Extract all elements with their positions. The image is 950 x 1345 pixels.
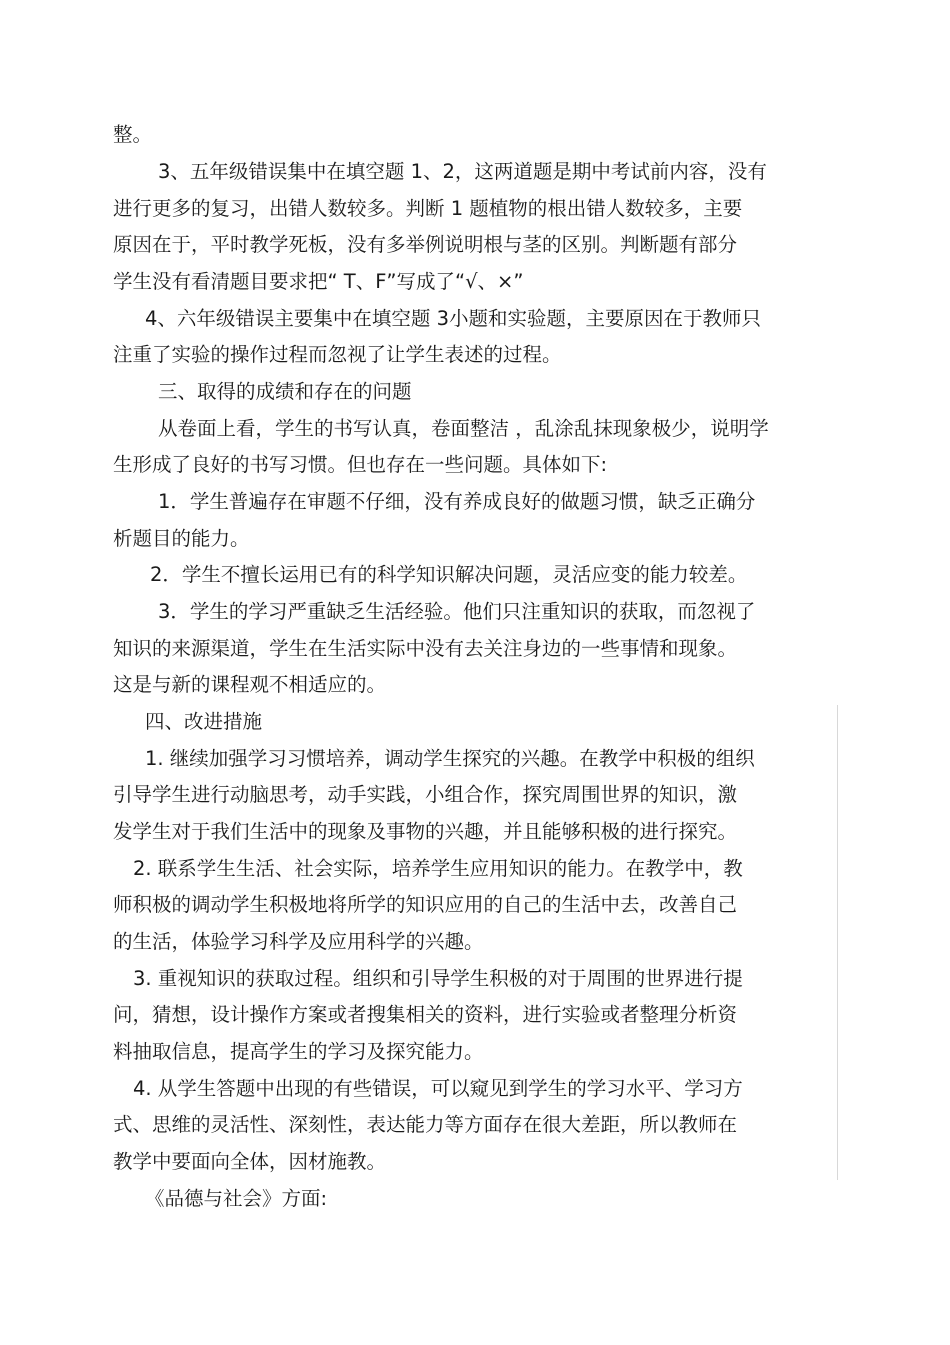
text-line-23: 的生活，体验学习科学及应用科学的兴趣。	[113, 930, 484, 953]
text-line-24: 3. 重视知识的获取过程。组织和引导学生积极的对于周围的世界进行提	[133, 967, 743, 990]
text-line-13: 2．学生不擅长运用已有的科学知识解决问题，灵活应变的能力较差。	[150, 563, 748, 586]
text-line-11: 1．学生普遍存在审题不仔细，没有养成良好的做题习惯，缺乏正确分	[158, 490, 756, 513]
section-heading-4: 四、改进措施	[145, 710, 263, 733]
text-line-30: 《品德与社会》方面:	[145, 1187, 328, 1210]
text-line-2: 3、五年级错误集中在填空题 1、2，这两道题是期中考试前内容，没有	[158, 160, 767, 183]
text-line-22: 师积极的调动学生积极地将所学的知识应用的自己的生活中去，改善自己	[113, 893, 738, 916]
text-line-7: 注重了实验的操作过程而忽视了让学生表述的过程。	[113, 343, 562, 366]
text-line-10: 生形成了良好的书写习惯。但也存在一些问题。具体如下:	[113, 453, 608, 476]
text-line-9: 从卷面上看，学生的书写认真，卷面整洁 ，乱涂乱抹现象极少，说明学	[158, 417, 769, 440]
margin-rule	[837, 705, 838, 1180]
text-line-28: 式、思维的灵活性、深刻性，表达能力等方面存在很大差距，所以教师在	[113, 1113, 738, 1136]
text-line-6: 4、六年级错误主要集中在填空题 3小题和实验题，主要原因在于教师只	[145, 307, 762, 330]
text-line-5: 学生没有看清题目要求把“ T、F”写成了“√、×”	[113, 270, 524, 293]
text-line-16: 这是与新的课程观不相适应的。	[113, 673, 387, 696]
text-line-15: 知识的来源渠道，学生在生活实际中没有去关注身边的一些事情和现象。	[113, 637, 738, 660]
text-line-21: 2. 联系学生生活、社会实际，培养学生应用知识的能力。在教学中，教	[133, 857, 743, 880]
text-line-29: 教学中要面向全体，因材施教。	[113, 1150, 387, 1173]
text-line-3: 进行更多的复习，出错人数较多。判断 1 题植物的根出错人数较多，主要	[113, 197, 743, 220]
text-line-19: 引导学生进行动脑思考，动手实践，小组合作，探究周围世界的知识，激	[113, 783, 738, 806]
text-line-26: 料抽取信息，提高学生的学习及探究能力。	[113, 1040, 484, 1063]
text-line-1: 整。	[113, 123, 153, 146]
section-heading-3: 三、取得的成绩和存在的问题	[158, 380, 412, 403]
text-line-4: 原因在于，平时教学死板，没有多举例说明根与茎的区别。判断题有部分	[113, 233, 738, 256]
text-line-14: 3．学生的学习严重缺乏生活经验。他们只注重知识的获取，而忽视了	[158, 600, 756, 623]
text-line-25: 问，猜想，设计操作方案或者搜集相关的资料，进行实验或者整理分析资	[113, 1003, 738, 1026]
text-line-12: 析题目的能力。	[113, 527, 250, 550]
text-line-27: 4. 从学生答题中出现的有些错误，可以窥见到学生的学习水平、学习方	[133, 1077, 743, 1100]
text-line-20: 发学生对于我们生活中的现象及事物的兴趣，并且能够积极的进行探究。	[113, 820, 738, 843]
text-line-18: 1. 继续加强学习习惯培养，调动学生探究的兴趣。在教学中积极的组织	[145, 747, 755, 770]
